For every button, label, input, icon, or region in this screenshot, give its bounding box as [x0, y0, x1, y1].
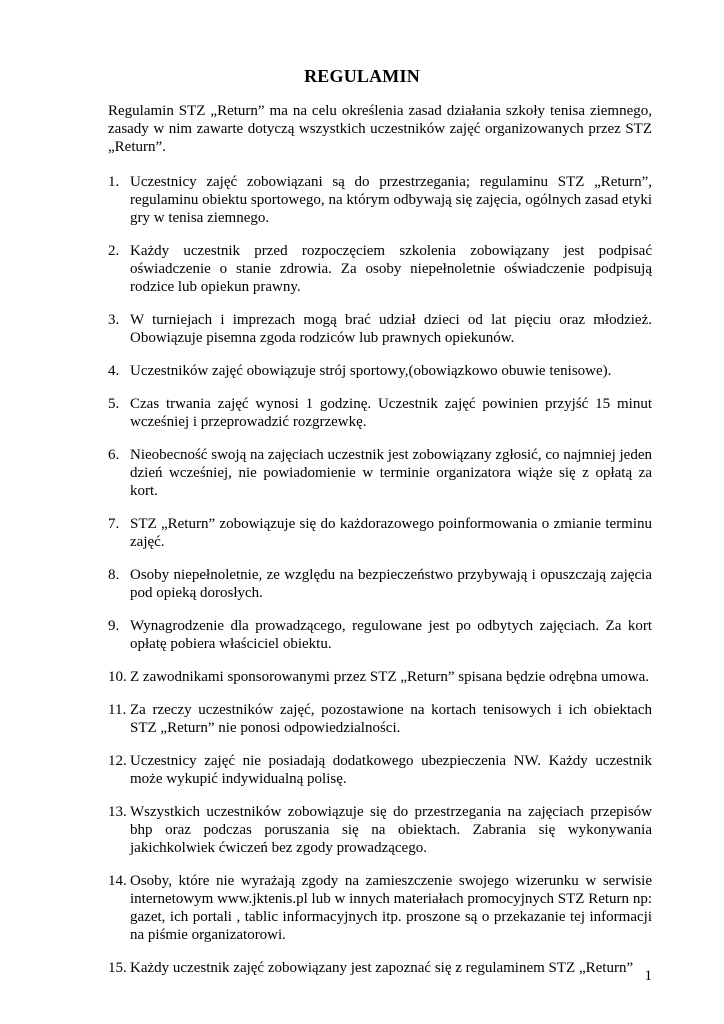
rule-item: [108, 362, 652, 380]
rule-item: [108, 446, 652, 500]
rule-number: 6.: [108, 447, 120, 463]
rule-text: Uczestnicy zajęć zobowiązani są do przestrzegania; regulaminu STZ „Return”, regulaminu obiektu sportowego, na którym odbywają się zajęcia, ogólnych zasad etyki gry w tenisa ziemnego.: [130, 174, 652, 226]
rule-number: 1.: [108, 174, 120, 190]
rule-text: Wszystkich uczestników zobowiązuje się do przestrzegania na zajęciach przepisów bhp oraz podczas poruszania się na obiektach. Zabrania się wykonywania jakichkolwiek ćwiczeń bez zgody prowadzącego.: [130, 804, 652, 856]
rule-number: 13.: [108, 804, 127, 820]
rule-item: [108, 311, 652, 347]
rule-number: 9.: [108, 618, 120, 634]
rule-number: 12.: [108, 753, 127, 769]
rule-number: 15.: [108, 960, 127, 976]
rule-text: Wynagrodzenie dla prowadzącego, regulowane jest po odbytych zajęciach. Za kort opłatę pobiera właściciel obiektu.: [130, 618, 652, 652]
rule-item: [108, 872, 652, 944]
rule-number: 11.: [108, 702, 127, 718]
rule-number: 2.: [108, 243, 120, 259]
rule-number: 14.: [108, 873, 127, 889]
rule-item: [108, 803, 652, 857]
rule-text: W turniejach i imprezach mogą brać udział dzieci od lat pięciu oraz młodzież. Obowiązuje pisemna zgoda rodziców lub prawnych opiekunów.: [130, 312, 652, 346]
rule-number: 5.: [108, 396, 120, 412]
rule-text: Każdy uczestnik zajęć zobowiązany jest zapoznać się z regulaminem STZ „Return”: [130, 960, 634, 976]
rule-item: [108, 395, 652, 431]
rule-text: Z zawodnikami sponsorowanymi przez STZ „Return” spisana będzie odrębna umowa.: [130, 669, 650, 685]
rule-item: [108, 617, 652, 653]
rule-number: 8.: [108, 567, 120, 583]
rule-item: [108, 959, 652, 977]
rule-item: [108, 566, 652, 602]
rule-item: [108, 668, 652, 686]
rule-number: 4.: [108, 363, 120, 379]
page-title: REGULAMIN: [304, 66, 420, 86]
rule-number: 10.: [108, 669, 127, 685]
rule-text: Osoby niepełnoletnie, ze względu na bezpieczeństwo przybywają i opuszczają zajęcia pod opieką dorosłych.: [130, 567, 652, 601]
rule-number: 3.: [108, 312, 120, 328]
rule-item: [108, 701, 652, 737]
rule-text: STZ „Return” zobowiązuje się do każdorazowego poinformowania o zmianie terminu zajęć.: [130, 516, 652, 550]
rule-text: Uczestnicy zajęć nie posiadają dodatkowego ubezpieczenia NW. Każdy uczestnik może wykupić indywidualną polisę.: [130, 753, 652, 787]
rule-text: Za rzeczy uczestników zajęć, pozostawione na kortach tenisowych i ich obiektach STZ „Return” nie ponosi odpowiedzialności.: [130, 702, 652, 736]
rule-item: [108, 752, 652, 788]
rule-text: Czas trwania zajęć wynosi 1 godzinę. Uczestnik zajęć powinien przyjść 15 minut wcześniej i przeprowadzić rozgrzewkę.: [130, 396, 652, 430]
rule-item: [108, 515, 652, 551]
rule-item: [108, 242, 652, 296]
rule-text: Nieobecność swoją na zajęciach uczestnik jest zobowiązany zgłosić, co najmniej jeden dzień wcześniej, nie powiadomienie w terminie organizatora wiąże się z opłatą za kort.: [130, 447, 652, 499]
rules-list: [108, 173, 652, 992]
intro-paragraph: Regulamin STZ „Return” ma na celu określenia zasad działania szkoły tenisa ziemnego, zasady w nim zawarte dotyczą wszystkich uczestników zajęć organizowanych przez STZ „Return”.: [108, 103, 652, 155]
rule-text: Uczestników zajęć obowiązuje strój sportowy,(obowiązkowo obuwie tenisowe).: [130, 363, 612, 379]
page-number: 1: [644, 968, 652, 984]
rule-text: Każdy uczestnik przed rozpoczęciem szkolenia zobowiązany jest podpisać oświadczenie o stanie zdrowia. Za osoby niepełnoletnie oświadczenie podpisują rodzice lub opiekun prawny.: [130, 243, 652, 295]
rule-number: 7.: [108, 516, 120, 532]
rule-item: [108, 173, 652, 227]
rule-text: Osoby, które nie wyrażają zgody na zamieszczenie swojego wizerunku w serwisie internetowym www.jktenis.pl lub w innych materiałach promocyjnych STZ Return np: gazet, ich portali , tablic informacyjnych itp. proszone są o przekazanie tej informacji na piśmie organizatorowi.: [130, 873, 652, 943]
